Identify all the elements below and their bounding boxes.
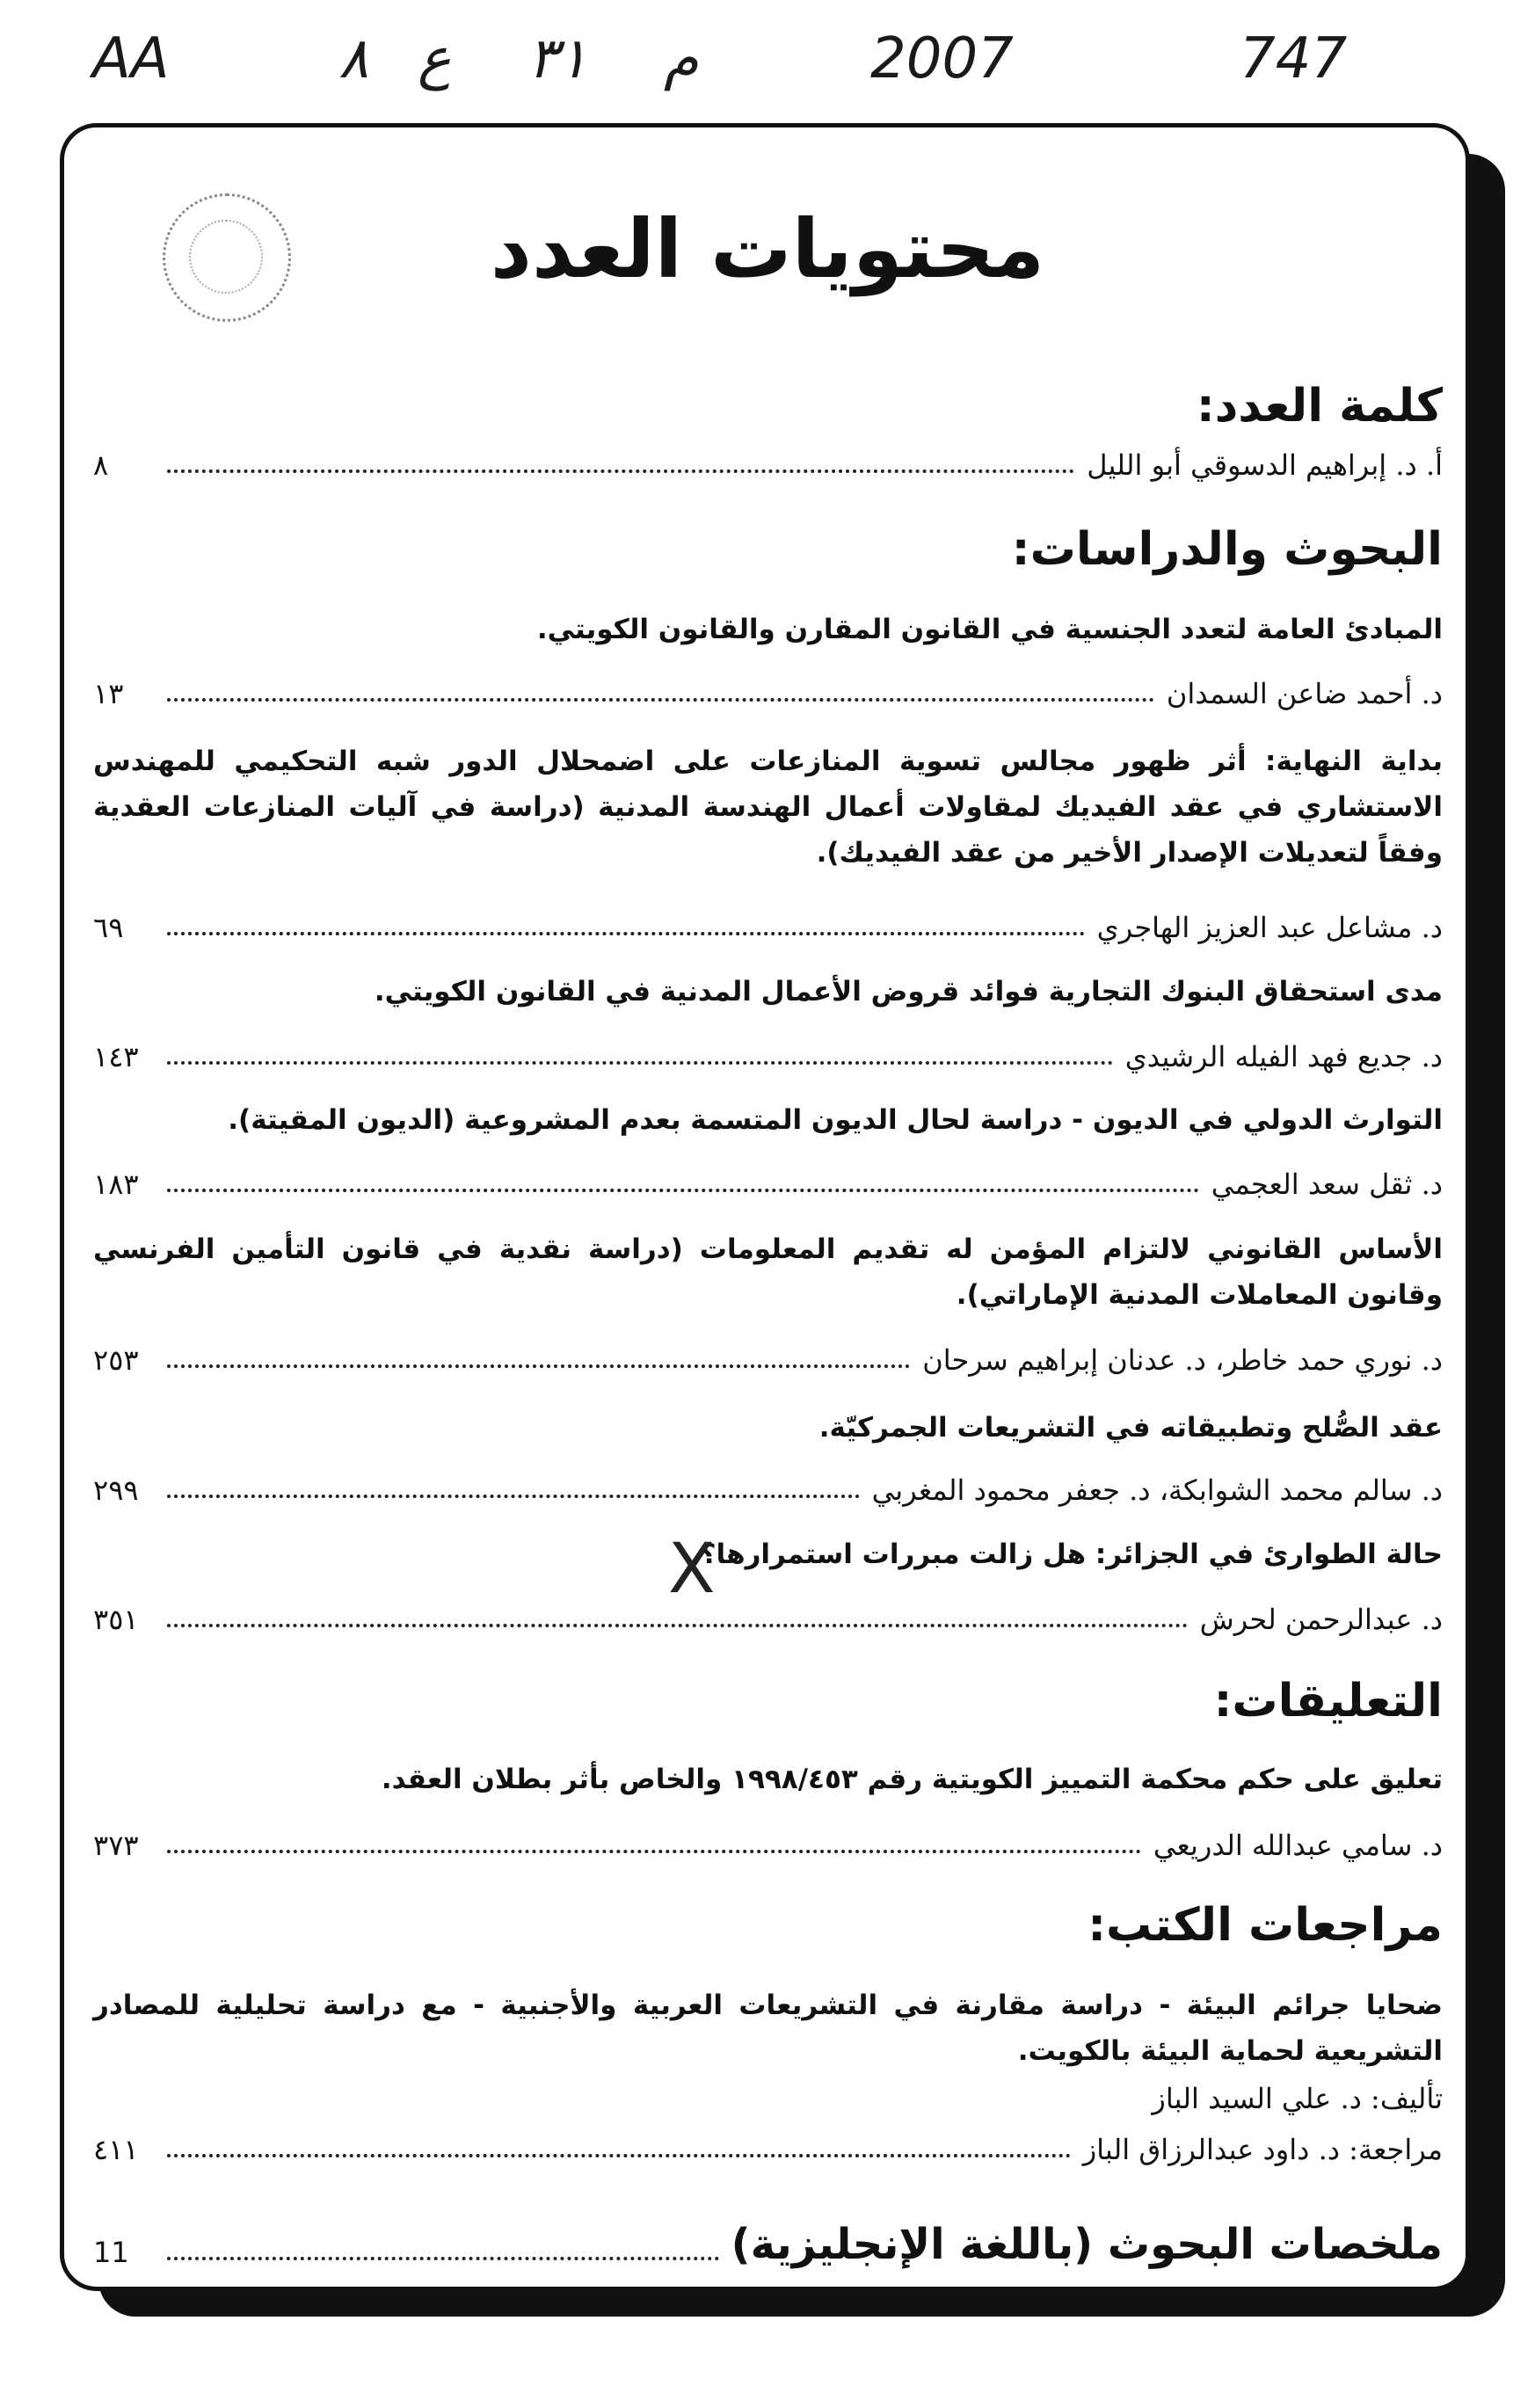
handwritten-year: 2007: [870, 26, 1014, 91]
dot-leader: [167, 2154, 1071, 2157]
handwritten-catalog-number: 747: [1240, 26, 1348, 91]
entry-page: ٢٩٩: [93, 1473, 139, 1507]
entry-author: د. سامي عبدالله الدريعي: [1153, 1829, 1443, 1862]
entry-page: ١٣: [93, 677, 124, 710]
dot-leader: [167, 698, 1154, 702]
toc-entry[interactable]: [93, 1160, 1443, 1201]
toc-entry[interactable]: [93, 441, 1443, 482]
dot-leader: [167, 1624, 1188, 1627]
dot-leader: [167, 932, 1085, 935]
entry-author: د. جديع فهد الفيله الرشيدي: [1124, 1040, 1443, 1073]
entry-page: ٨: [93, 448, 109, 482]
entry-page: ٤١١: [93, 2133, 139, 2166]
dot-leader: [167, 1850, 1141, 1853]
article-title[interactable]: المبادئ العامة لتعدد الجنسية في القانون المقارن والقانون الكويتي.: [536, 614, 1443, 645]
book-reviewer: مراجعة: د. داود عبدالرزاق الباز: [1082, 2133, 1443, 2166]
dot-leader: [167, 2257, 719, 2260]
toc-entry[interactable]: [93, 2126, 1443, 2166]
handwritten-code: AA: [92, 26, 170, 91]
toc-entry[interactable]: [93, 904, 1443, 944]
handwritten-x-mark: X: [668, 1530, 716, 1609]
section-heading-editor-word: كلمة العدد:: [1196, 380, 1443, 433]
toc-entry[interactable]: [93, 1596, 1443, 1636]
entry-page: ٣٧٣: [93, 1829, 139, 1862]
article-title[interactable]: تعليق على حكم محكمة التمييز الكويتية رقم ١٩٩٨/٤٥٣ والخاص بأثر بطلان العقد.: [381, 1764, 1443, 1795]
entry-author: د. أحمد ضاعن السمدان: [1166, 677, 1443, 710]
dot-leader: [167, 469, 1074, 473]
dot-leader: [167, 1364, 910, 1368]
dot-leader: [167, 1189, 1199, 1192]
article-title[interactable]: ضحايا جرائم البيئة - دراسة مقارنة في التشريعات العربية والأجنبية - مع دراسة تحليلية للمصادر التشريعية لحماية البيئة بالكويت.: [93, 1990, 1443, 2067]
toc-entry[interactable]: [93, 1033, 1443, 1073]
article-title[interactable]: حالة الطوارئ في الجزائر: هل زالت مبررات استمرارها؟: [700, 1539, 1443, 1570]
article-title[interactable]: التوارث الدولي في الديون - دراسة لحال الديون المتسمة بعدم المشروعية (الديون المقيتة).: [228, 1104, 1443, 1136]
section-heading-book-reviews: مراجعات الكتب:: [1088, 1899, 1443, 1952]
entry-page: 11: [93, 2236, 129, 2269]
toc-entry[interactable]: [93, 670, 1443, 710]
entry-page: ٢٥٣: [93, 1343, 139, 1377]
entry-author: أ. د. إبراهيم الدسوقي أبو الليل: [1087, 448, 1443, 482]
entry-author: د. سالم محمد الشوابكة، د. جعفر محمود المغربي: [871, 1473, 1443, 1507]
entry-author: د. ثقل سعد العجمي: [1211, 1168, 1443, 1201]
handwritten-volume: ٣١: [527, 26, 588, 91]
entry-page: ١٤٣: [93, 1040, 139, 1073]
handwritten-mim: م: [664, 26, 699, 91]
article-title[interactable]: عقد الصُّلح وتطبيقاته في التشريعات الجمركيّة.: [818, 1412, 1443, 1444]
entry-page: ١٨٣: [93, 1168, 139, 1201]
book-author: تأليف: د. علي السيد الباز: [1152, 2082, 1443, 2115]
section-heading-abstracts: ملخصات البحوث (باللغة الإنجليزية): [731, 2220, 1443, 2269]
section-heading-comments: التعليقات:: [1213, 1675, 1443, 1728]
page-title: محتويات العدد: [490, 202, 1045, 296]
handwritten-number-8: ٨: [338, 26, 369, 91]
entry-author: د. نوري حمد خاطر، د. عدنان إبراهيم سرحان: [922, 1343, 1443, 1377]
toc-entry[interactable]: [93, 1822, 1443, 1862]
article-title[interactable]: بداية النهاية: أثر ظهور مجالس تسوية المنازعات على اضمحلال الدور شبه التحكيمي للمهندس الاستشاري في عقد الفيديك لمقاولات أعمال الهندسة المدنية (دراسة في آليات المنازعات العقدية وفقاً لتعديلات الإصدار الأخير من عقد الفيديك).: [93, 746, 1443, 869]
article-title[interactable]: مدى استحقاق البنوك التجارية فوائد قروض الأعمال المدنية في القانون الكويتي.: [374, 976, 1443, 1008]
dot-leader: [167, 1061, 1113, 1065]
toc-entry[interactable]: [93, 1466, 1443, 1507]
entry-author: د. مشاعل عبد العزيز الهاجري: [1096, 911, 1443, 944]
entry-page: ٣٥١: [93, 1603, 139, 1636]
article-title[interactable]: الأساس القانوني لالتزام المؤمن له تقديم المعلومات (دراسة نقدية في قانون التأمين الفرنسي وقانون المعاملات المدنية الإماراتي).: [93, 1233, 1443, 1311]
handwritten-ain: ع: [418, 26, 452, 91]
toc-entry[interactable]: [93, 1336, 1443, 1377]
entry-author: د. عبدالرحمن لحرش: [1199, 1603, 1443, 1636]
dot-leader: [167, 1495, 860, 1498]
section-heading-research: البحوث والدراسات:: [1011, 523, 1443, 576]
toc-entry-abstracts[interactable]: [93, 2211, 1443, 2269]
entry-page: ٦٩: [93, 911, 124, 944]
